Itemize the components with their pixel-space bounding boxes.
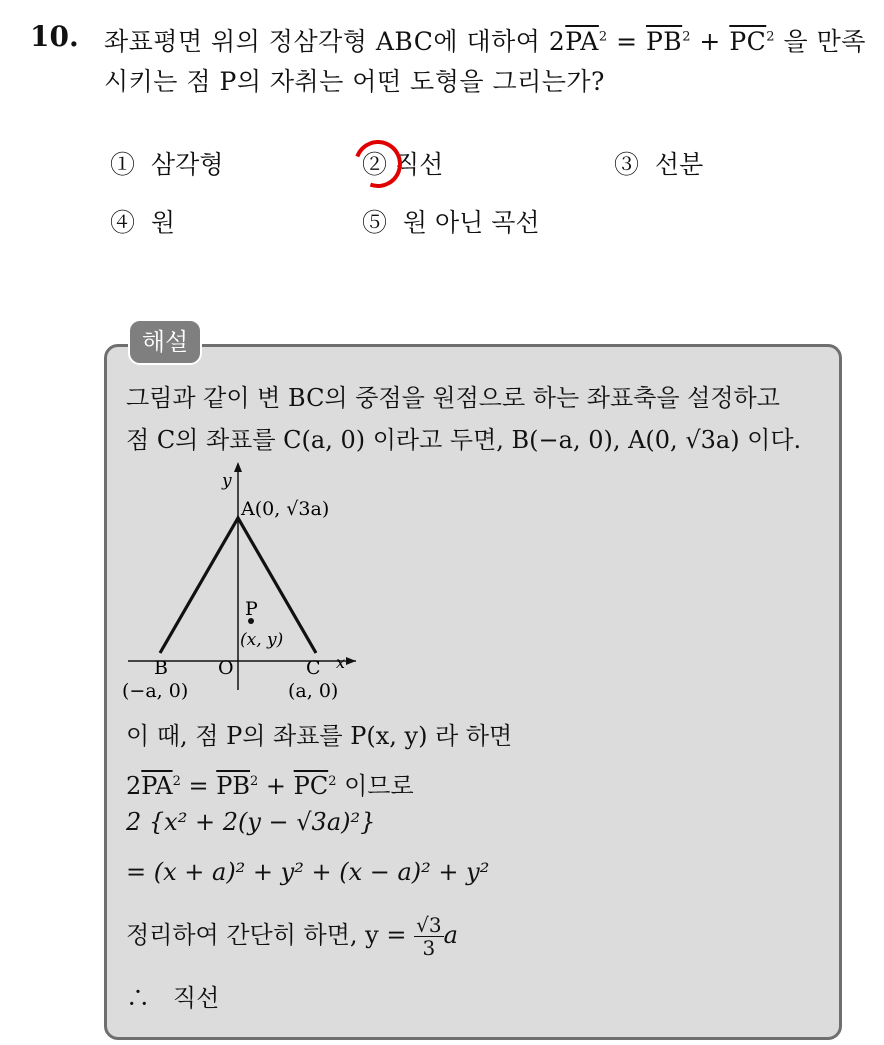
solution-line-3: 이 때, 점 P의 좌표를 P(x, y) 라 하면 <box>126 722 513 750</box>
answer-circle-mark <box>346 132 410 196</box>
square-exponent: 2 <box>598 29 608 45</box>
square-exponent: 2 <box>250 774 259 789</box>
solution-tag: 해설 <box>128 319 202 365</box>
segment-pa: $\overline{PA}$ <box>141 772 173 800</box>
segment-pb: $\overline{PB}$ <box>216 772 251 800</box>
plus-sign: + <box>258 772 294 800</box>
choice-2-number: ② <box>362 150 388 179</box>
solution-line-2: 점 C의 좌표를 C(a, 0) 이라고 두면, B(−a, 0), A(0, √3a) 이다. <box>126 426 802 454</box>
solution-line-7-prefix: 정리하여 간단히 하면, y = <box>126 921 415 949</box>
solution-answer: 직선 <box>172 984 220 1012</box>
square-exponent: 2 <box>766 29 776 45</box>
vertex-a-label: A(0, √3a) <box>241 498 330 520</box>
equals-sign: = <box>607 27 646 56</box>
segment-pb: $\overline{PB}$ <box>645 27 683 56</box>
choice-4-number: ④ <box>110 208 136 237</box>
square-exponent: 2 <box>682 29 691 45</box>
plus-sign: + <box>690 27 730 56</box>
question-line-1 <box>104 22 866 58</box>
choice-1[interactable] <box>110 145 223 181</box>
solution-line-6: = (x + a)² + y² + (x − a)² + y² <box>126 858 490 886</box>
point-p-label: P <box>245 598 258 620</box>
question-line-2: 시키는 점 P의 자취는 어떤 도형을 그리는가? <box>104 67 605 96</box>
solution-line-5: 2 {x² + 2(y − √3a)²} <box>126 808 376 836</box>
question-text-suffix: 을 만족 <box>775 27 866 56</box>
choice-1-label: 삼각형 <box>150 150 224 179</box>
choice-3-label: 선분 <box>654 150 704 179</box>
solution-line-1: 그림과 같이 변 BC의 중점을 원점으로 하는 좌표축을 설정하고 <box>126 384 780 412</box>
solution-line-4: $2\overline{PA}^2 = \overline{PB}^2 + \overline{PC}^2$ 이므로 <box>126 772 414 800</box>
solution-conclusion <box>126 978 219 1013</box>
x-axis-arrow-icon <box>346 657 356 665</box>
x-axis-label: x <box>336 653 346 672</box>
segment-pa: $\overline{PA}$ <box>565 27 599 56</box>
choice-3[interactable] <box>614 145 703 181</box>
segment-pc: $\overline{PC}$ <box>729 27 767 56</box>
square-exponent: 2 <box>328 774 337 789</box>
triangle-figure <box>120 460 380 710</box>
choice-1-number: ① <box>110 150 136 179</box>
vertex-b-coordinate: (−a, 0) <box>122 680 189 702</box>
question-number: 10. <box>30 20 79 53</box>
choice-3-number: ③ <box>614 150 640 179</box>
fraction <box>414 914 443 959</box>
fraction-variable: a <box>443 921 458 949</box>
solution-line-7 <box>126 914 458 959</box>
origin-label: O <box>218 657 234 679</box>
vertex-b-label: B <box>154 657 168 679</box>
choice-5[interactable] <box>362 203 540 239</box>
choice-5-label: 원 아닌 곡선 <box>402 208 540 237</box>
vertex-c-coordinate: (a, 0) <box>288 680 339 702</box>
y-axis-arrow-icon <box>234 462 242 472</box>
choice-4-label: 원 <box>150 208 176 237</box>
fraction-numerator: √3 <box>416 913 442 937</box>
y-axis-label: y <box>222 471 232 491</box>
equals-sign: = <box>180 772 217 800</box>
fraction-denominator: 3 <box>422 936 436 960</box>
square-exponent: 2 <box>172 774 181 789</box>
segment-pc: $\overline{PC}$ <box>293 772 329 800</box>
vertex-c-label: C <box>306 657 321 679</box>
point-p-coordinate: (x, y) <box>240 630 284 650</box>
choice-4[interactable] <box>110 203 175 239</box>
choice-2-label: 직선 <box>394 150 444 179</box>
therefore-symbol: ∴ <box>126 984 150 1012</box>
question-text-prefix: 좌표평면 위의 정삼각형 ABC에 대하여 2 <box>104 27 566 56</box>
solution-line-4-suffix: 이므로 <box>336 772 414 800</box>
choice-5-number: ⑤ <box>362 208 388 237</box>
